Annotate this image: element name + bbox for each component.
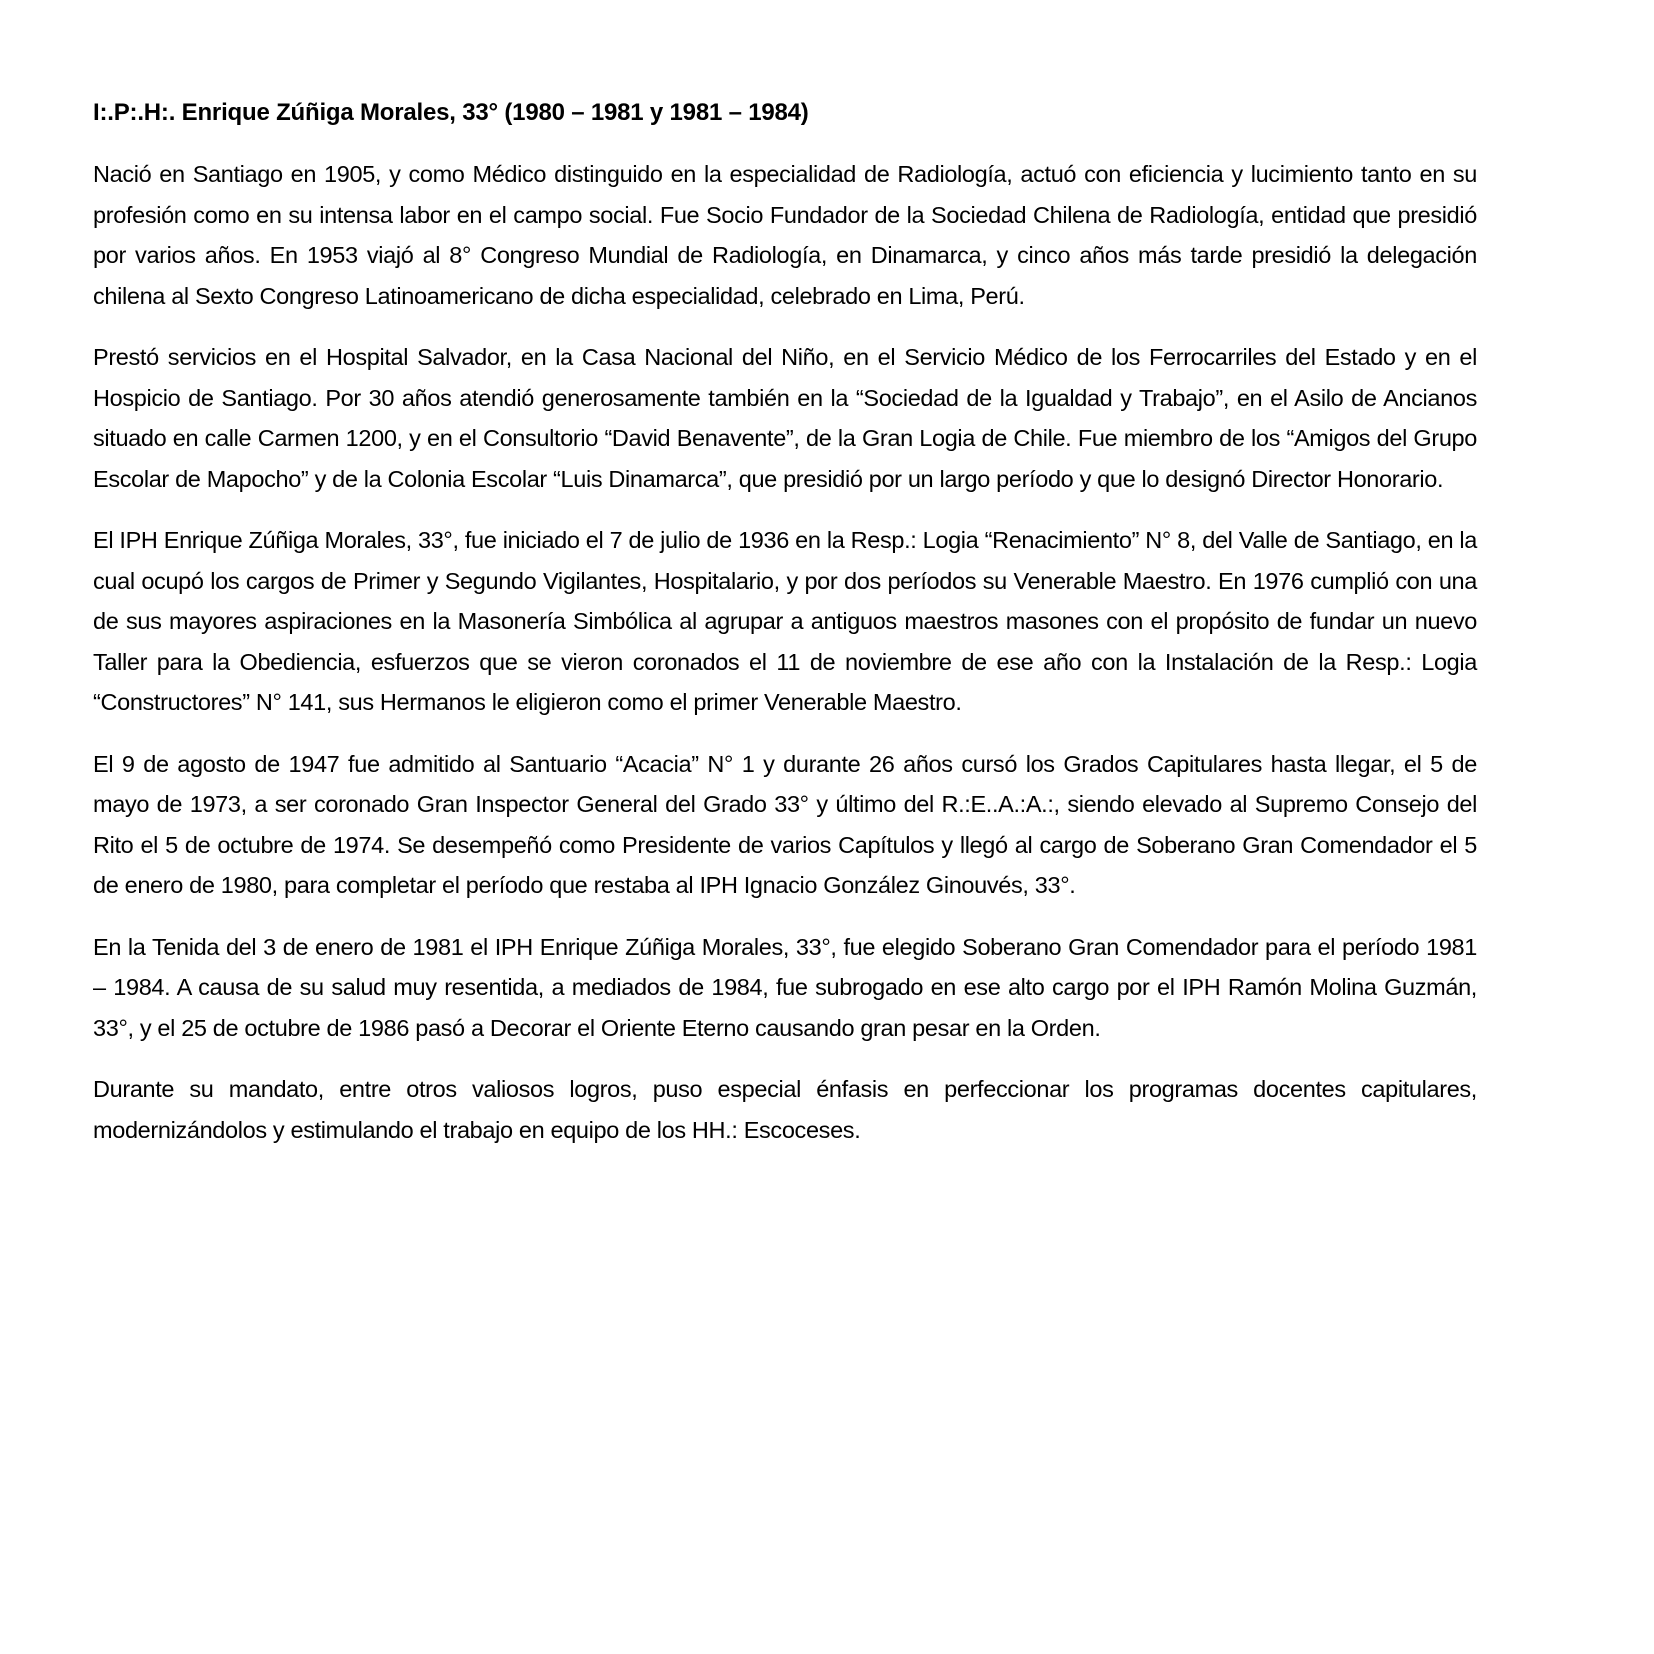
paragraph-mandate-achievements: Durante su mandato, entre otros valiosos logros, puso especial énfasis en perfeccionar los programas docentes capitulares, modernizándolos y estimulando el trabajo en equipo de los HH.: Escoceses.	[93, 1076, 1477, 1143]
paragraph-lodge-initiation: El IPH Enrique Zúñiga Morales, 33°, fue iniciado el 7 de julio de 1936 en la Resp.: Logia “Renacimiento” N° 8, del Valle de Santiago, en la cual ocupó los cargos de Primer y Segundo Vigilantes, Hospitalario, y por dos períodos su Venerable Maestro. En 1976 cumplió con una de sus mayores aspiraciones en la Masonería Simbólica al agrupar a antiguos maestros masones con el propósito de fundar un nuevo Taller para la Obediencia, esfuerzos que se vieron coronados el 11 de noviembre de ese año con la Instalación de la Resp.: Logia “Constructores” N° 141, sus Hermanos le eligieron como el primer Venerable Maestro.	[93, 527, 1477, 715]
paragraph-hospital-services: Prestó servicios en el Hospital Salvador, en la Casa Nacional del Niño, en el Servicio Médico de los Ferrocarriles del Estado y en el Hospicio de Santiago. Por 30 años atendió generosamente también en la “Sociedad de la Igualdad y Trabajo”, en el Asilo de Ancianos situado en calle Carmen 1200, y en el Consultorio “David Benavente”, de la Gran Logia de Chile. Fue miembro de los “Amigos del Grupo Escolar de Mapocho” y de la Colonia Escolar “Luis Dinamarca”, que presidió por un largo período y que lo designó Director Honorario.	[93, 344, 1477, 492]
paragraph-capitular-degrees: El 9 de agosto de 1947 fue admitido al Santuario “Acacia” N° 1 y durante 26 años cursó los Grados Capitulares hasta llegar, el 5 de mayo de 1973, a ser coronado Gran Inspector General del Grado 33° y último del R.:E..A.:A.:, siendo elevado al Supremo Consejo del Rito el 5 de octubre de 1974. Se desempeñó como Presidente de varios Capítulos y llegó al cargo de Soberano Gran Comendador el 5 de enero de 1980, para completar el período que restaba al IPH Ignacio González Ginouvés, 33°.	[93, 750, 1477, 898]
paragraph-birth-and-medical-career: Nació en Santiago en 1905, y como Médico distinguido en la especialidad de Radiología, actuó con eficiencia y lucimiento tanto en su profesión como en su intensa labor en el campo social. Fue Socio Fundador de la Sociedad Chilena de Radiología, entidad que presidió por varios años. En 1953 viajó al 8° Congreso Mundial de Radiología, en Dinamarca, y cinco años más tarde presidió la delegación chilena al Sexto Congreso Latinoamericano de dicha especialidad, celebrado en Lima, Perú.	[93, 161, 1477, 309]
document-page	[93, 93, 1477, 1171]
paragraph-grand-commander-term: En la Tenida del 3 de enero de 1981 el IPH Enrique Zúñiga Morales, 33°, fue elegido Soberano Gran Comendador para el período 1981 – 1984. A causa de su salud muy resentida, a mediados de 1984, fue subrogado en ese alto cargo por el IPH Ramón Molina Guzmán, 33°, y el 25 de octubre de 1986 pasó a Decorar el Oriente Eterno causando gran pesar en la Orden.	[93, 933, 1477, 1041]
document-title: I:.P:.H:. Enrique Zúñiga Morales, 33° (1980 – 1981 y 1981 – 1984)	[93, 99, 809, 126]
